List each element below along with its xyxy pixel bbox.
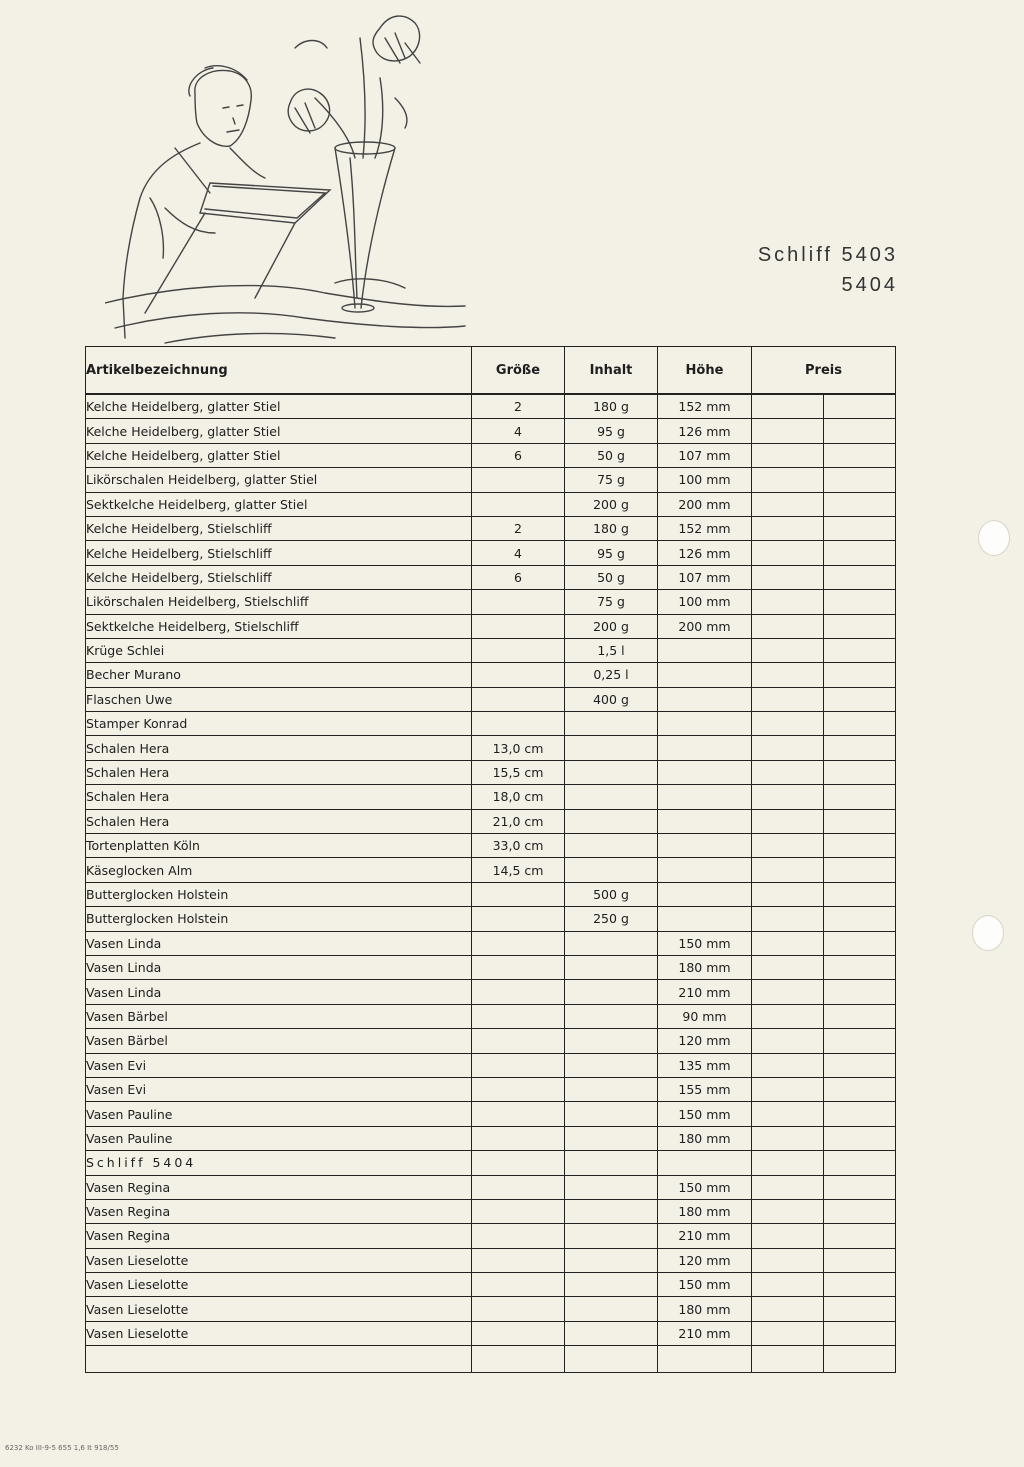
table-row: [86, 1004, 896, 1028]
size-cell: 13,0 cm: [472, 736, 565, 760]
price-cell: [824, 712, 896, 736]
item-name-cell: Butterglocken Holstein: [86, 907, 472, 931]
size-cell: 4: [472, 419, 565, 443]
table-row: [86, 907, 896, 931]
height-cell: 100 mm: [658, 468, 752, 492]
item-name-cell: Vasen Lieselotte: [86, 1321, 472, 1345]
height-cell: 150 mm: [658, 1102, 752, 1126]
content-cell: [565, 1248, 658, 1272]
table-row: [86, 955, 896, 979]
height-cell: 180 mm: [658, 1199, 752, 1223]
price-cell: [752, 882, 824, 906]
size-cell: [472, 663, 565, 687]
table-row: [86, 590, 896, 614]
price-cell: [752, 1199, 824, 1223]
price-cell: [824, 882, 896, 906]
price-cell: [752, 760, 824, 784]
height-cell: 200 mm: [658, 492, 752, 516]
content-cell: [565, 1297, 658, 1321]
column-header-price: Preis: [752, 347, 896, 395]
content-cell: 0,25 l: [565, 663, 658, 687]
content-cell: [565, 1199, 658, 1223]
price-list-table: [85, 346, 896, 1373]
size-cell: [472, 1224, 565, 1248]
price-cell: [752, 809, 824, 833]
item-name-cell: Sektkelche Heidelberg, glatter Stiel: [86, 492, 472, 516]
height-cell: [658, 1151, 752, 1175]
size-cell: 6: [472, 565, 565, 589]
price-cell: [824, 931, 896, 955]
table-header-row: [86, 347, 896, 395]
content-cell: 1,5 l: [565, 638, 658, 662]
size-cell: [472, 590, 565, 614]
size-cell: [472, 1297, 565, 1321]
content-cell: 75 g: [565, 468, 658, 492]
item-name-cell: Tortenplatten Köln: [86, 834, 472, 858]
table-row: [86, 1126, 896, 1150]
price-cell: [824, 1126, 896, 1150]
table-row: [86, 1029, 896, 1053]
punch-hole-top: [978, 520, 1010, 556]
price-cell: [824, 394, 896, 419]
height-cell: [658, 809, 752, 833]
content-cell: [565, 1273, 658, 1297]
price-cell: [824, 1175, 896, 1199]
item-name-cell: Butterglocken Holstein: [86, 882, 472, 906]
item-name-cell: Kelche Heidelberg, glatter Stiel: [86, 394, 472, 419]
item-name-cell: Schalen Hera: [86, 760, 472, 784]
size-cell: [472, 492, 565, 516]
item-name-cell: Vasen Evi: [86, 1053, 472, 1077]
item-name-cell: Käseglocken Alm: [86, 858, 472, 882]
item-name-cell: Sektkelche Heidelberg, Stielschliff: [86, 614, 472, 638]
column-header-content: Inhalt: [565, 347, 658, 395]
item-name-cell: Vasen Regina: [86, 1199, 472, 1223]
price-cell: [752, 614, 824, 638]
price-cell: [752, 785, 824, 809]
item-name-cell: Vasen Pauline: [86, 1102, 472, 1126]
item-name-cell: Schalen Hera: [86, 736, 472, 760]
height-cell: [658, 907, 752, 931]
item-name-cell: Vasen Linda: [86, 931, 472, 955]
price-cell: [824, 736, 896, 760]
item-name-cell: Kelche Heidelberg, Stielschliff: [86, 565, 472, 589]
item-name-cell: Vasen Regina: [86, 1175, 472, 1199]
price-cell: [752, 1077, 824, 1101]
height-cell: 126 mm: [658, 419, 752, 443]
price-cell: [824, 785, 896, 809]
price-cell: [824, 492, 896, 516]
price-cell: [824, 1004, 896, 1028]
table-row: [86, 492, 896, 516]
size-cell: [472, 1151, 565, 1175]
item-name-cell: Becher Murano: [86, 663, 472, 687]
boy-drawing-vase-illustration: [105, 8, 475, 360]
empty-cell: [824, 1346, 896, 1373]
size-cell: [472, 712, 565, 736]
price-cell: [824, 1273, 896, 1297]
size-cell: [472, 1102, 565, 1126]
price-cell: [752, 638, 824, 662]
height-cell: 180 mm: [658, 1297, 752, 1321]
item-name-cell: Kelche Heidelberg, glatter Stiel: [86, 419, 472, 443]
content-cell: [565, 1126, 658, 1150]
table-row: [86, 1151, 896, 1175]
price-cell: [824, 419, 896, 443]
item-name-cell: Vasen Lieselotte: [86, 1297, 472, 1321]
price-cell: [824, 663, 896, 687]
price-cell: [824, 687, 896, 711]
price-cell: [752, 980, 824, 1004]
content-cell: [565, 980, 658, 1004]
height-cell: [658, 882, 752, 906]
price-cell: [824, 809, 896, 833]
price-cell: [824, 1321, 896, 1345]
size-cell: [472, 1175, 565, 1199]
size-cell: [472, 687, 565, 711]
table-row: [86, 760, 896, 784]
price-cell: [824, 760, 896, 784]
height-cell: 150 mm: [658, 931, 752, 955]
content-cell: [565, 1224, 658, 1248]
height-cell: [658, 712, 752, 736]
height-cell: 152 mm: [658, 394, 752, 419]
price-cell: [752, 834, 824, 858]
table-row: [86, 931, 896, 955]
size-cell: 14,5 cm: [472, 858, 565, 882]
price-cell: [752, 907, 824, 931]
price-cell: [824, 1151, 896, 1175]
table-row: [86, 541, 896, 565]
content-cell: 400 g: [565, 687, 658, 711]
content-cell: 95 g: [565, 541, 658, 565]
price-cell: [824, 834, 896, 858]
price-cell: [752, 565, 824, 589]
price-cell: [752, 541, 824, 565]
item-name-cell: Vasen Regina: [86, 1224, 472, 1248]
price-cell: [824, 443, 896, 467]
item-name-cell: Vasen Bärbel: [86, 1004, 472, 1028]
size-cell: 21,0 cm: [472, 809, 565, 833]
height-cell: 100 mm: [658, 590, 752, 614]
price-cell: [824, 541, 896, 565]
item-name-cell: Vasen Linda: [86, 955, 472, 979]
price-cell: [824, 1029, 896, 1053]
price-cell: [824, 980, 896, 1004]
price-cell: [752, 712, 824, 736]
table-row: [86, 882, 896, 906]
content-cell: [565, 809, 658, 833]
size-cell: 33,0 cm: [472, 834, 565, 858]
size-cell: [472, 955, 565, 979]
content-cell: [565, 1077, 658, 1101]
size-cell: 2: [472, 394, 565, 419]
table-row: [86, 1077, 896, 1101]
height-cell: 150 mm: [658, 1175, 752, 1199]
height-cell: 150 mm: [658, 1273, 752, 1297]
height-cell: 107 mm: [658, 443, 752, 467]
item-name-cell: Kelche Heidelberg, Stielschliff: [86, 516, 472, 540]
height-cell: 120 mm: [658, 1248, 752, 1272]
height-cell: [658, 736, 752, 760]
price-cell: [752, 1151, 824, 1175]
price-cell: [752, 736, 824, 760]
item-name-cell: Vasen Lieselotte: [86, 1248, 472, 1272]
content-cell: [565, 1102, 658, 1126]
height-cell: 200 mm: [658, 614, 752, 638]
size-cell: [472, 980, 565, 1004]
section-label-cell: Schliff 5404: [86, 1151, 472, 1175]
item-name-cell: Schalen Hera: [86, 809, 472, 833]
content-cell: 180 g: [565, 516, 658, 540]
table-row: [86, 565, 896, 589]
content-cell: [565, 1321, 658, 1345]
price-cell: [824, 858, 896, 882]
price-cell: [752, 1102, 824, 1126]
height-cell: [658, 760, 752, 784]
table-row: [86, 419, 896, 443]
size-cell: [472, 1029, 565, 1053]
table-row: [86, 687, 896, 711]
content-cell: 95 g: [565, 419, 658, 443]
table-row: [86, 1224, 896, 1248]
height-cell: 210 mm: [658, 1321, 752, 1345]
column-header-name: Artikelbezeichnung: [86, 347, 472, 395]
table-row: [86, 1053, 896, 1077]
item-name-cell: Krüge Schlei: [86, 638, 472, 662]
height-cell: 155 mm: [658, 1077, 752, 1101]
content-cell: [565, 955, 658, 979]
price-cell: [824, 516, 896, 540]
size-cell: [472, 1273, 565, 1297]
item-name-cell: Vasen Bärbel: [86, 1029, 472, 1053]
price-cell: [752, 492, 824, 516]
empty-table-row: [86, 1346, 896, 1373]
cut-pattern-heading: [758, 240, 898, 300]
table-row: [86, 614, 896, 638]
size-cell: [472, 1077, 565, 1101]
price-cell: [824, 468, 896, 492]
price-cell: [752, 1321, 824, 1345]
content-cell: [565, 1029, 658, 1053]
content-cell: [565, 736, 658, 760]
print-code-footer: 6232 Ko III-9-5 655 1,6 It 918/55: [5, 1444, 119, 1452]
height-cell: 90 mm: [658, 1004, 752, 1028]
content-cell: 50 g: [565, 443, 658, 467]
price-cell: [824, 1077, 896, 1101]
table-row: [86, 468, 896, 492]
size-cell: [472, 1199, 565, 1223]
price-cell: [752, 443, 824, 467]
price-cell: [824, 955, 896, 979]
size-cell: 4: [472, 541, 565, 565]
table-row: [86, 1175, 896, 1199]
price-cell: [752, 1175, 824, 1199]
content-cell: 50 g: [565, 565, 658, 589]
size-cell: [472, 1321, 565, 1345]
height-cell: 126 mm: [658, 541, 752, 565]
table-row: [86, 1248, 896, 1272]
height-cell: 120 mm: [658, 1029, 752, 1053]
price-cell: [752, 468, 824, 492]
table-row: [86, 1297, 896, 1321]
price-cell: [752, 1297, 824, 1321]
size-cell: 15,5 cm: [472, 760, 565, 784]
height-cell: [658, 858, 752, 882]
content-cell: [565, 712, 658, 736]
size-cell: [472, 1004, 565, 1028]
price-cell: [752, 931, 824, 955]
price-cell: [824, 907, 896, 931]
price-cell: [824, 1248, 896, 1272]
height-cell: 180 mm: [658, 1126, 752, 1150]
height-cell: 180 mm: [658, 955, 752, 979]
size-cell: 18,0 cm: [472, 785, 565, 809]
size-cell: [472, 882, 565, 906]
height-cell: 107 mm: [658, 565, 752, 589]
empty-cell: [752, 1346, 824, 1373]
size-cell: 2: [472, 516, 565, 540]
empty-cell: [86, 1346, 472, 1373]
empty-cell: [472, 1346, 565, 1373]
price-cell: [824, 1199, 896, 1223]
content-cell: [565, 1053, 658, 1077]
column-header-height: Höhe: [658, 347, 752, 395]
table-row: [86, 712, 896, 736]
item-name-cell: Vasen Pauline: [86, 1126, 472, 1150]
price-cell: [752, 1053, 824, 1077]
size-cell: [472, 468, 565, 492]
table-row: [86, 663, 896, 687]
item-name-cell: Vasen Lieselotte: [86, 1273, 472, 1297]
height-cell: [658, 834, 752, 858]
item-name-cell: Schalen Hera: [86, 785, 472, 809]
height-cell: 210 mm: [658, 1224, 752, 1248]
price-cell: [752, 1004, 824, 1028]
table-row: [86, 1102, 896, 1126]
table-row: [86, 736, 896, 760]
table-row: [86, 638, 896, 662]
price-cell: [752, 955, 824, 979]
price-cell: [752, 1273, 824, 1297]
content-cell: [565, 834, 658, 858]
heading-line-2: 5404: [841, 274, 898, 296]
price-cell: [824, 1102, 896, 1126]
content-cell: 180 g: [565, 394, 658, 419]
empty-cell: [565, 1346, 658, 1373]
item-name-cell: Vasen Linda: [86, 980, 472, 1004]
price-cell: [824, 1297, 896, 1321]
price-cell: [752, 663, 824, 687]
content-cell: [565, 785, 658, 809]
price-cell: [824, 590, 896, 614]
price-cell: [752, 1248, 824, 1272]
table-row: [86, 516, 896, 540]
size-cell: [472, 614, 565, 638]
table-row: [86, 443, 896, 467]
size-cell: [472, 1053, 565, 1077]
empty-cell: [658, 1346, 752, 1373]
height-cell: 152 mm: [658, 516, 752, 540]
price-cell: [752, 590, 824, 614]
price-cell: [824, 1053, 896, 1077]
item-name-cell: Vasen Evi: [86, 1077, 472, 1101]
content-cell: 75 g: [565, 590, 658, 614]
heading-line-1: Schliff 5403: [757, 244, 898, 266]
item-name-cell: Likörschalen Heidelberg, Stielschliff: [86, 590, 472, 614]
price-cell: [752, 394, 824, 419]
table-body: [86, 394, 896, 1373]
height-cell: [658, 687, 752, 711]
size-cell: [472, 638, 565, 662]
size-cell: [472, 1126, 565, 1150]
height-cell: [658, 785, 752, 809]
table-row: [86, 1321, 896, 1345]
price-cell: [824, 638, 896, 662]
size-cell: [472, 931, 565, 955]
content-cell: [565, 1151, 658, 1175]
table-row: [86, 394, 896, 419]
table-row: [86, 858, 896, 882]
item-name-cell: Stamper Konrad: [86, 712, 472, 736]
price-cell: [824, 565, 896, 589]
item-name-cell: Kelche Heidelberg, glatter Stiel: [86, 443, 472, 467]
table-row: [86, 1199, 896, 1223]
content-cell: 250 g: [565, 907, 658, 931]
price-cell: [752, 687, 824, 711]
content-cell: 200 g: [565, 492, 658, 516]
item-name-cell: Kelche Heidelberg, Stielschliff: [86, 541, 472, 565]
height-cell: [658, 638, 752, 662]
content-cell: 500 g: [565, 882, 658, 906]
height-cell: 135 mm: [658, 1053, 752, 1077]
price-cell: [752, 419, 824, 443]
size-cell: 6: [472, 443, 565, 467]
content-cell: [565, 1004, 658, 1028]
content-cell: 200 g: [565, 614, 658, 638]
content-cell: [565, 760, 658, 784]
content-cell: [565, 931, 658, 955]
punch-hole-bottom: [972, 915, 1004, 951]
price-cell: [752, 1224, 824, 1248]
size-cell: [472, 1248, 565, 1272]
height-cell: 210 mm: [658, 980, 752, 1004]
price-cell: [752, 1029, 824, 1053]
price-cell: [752, 1126, 824, 1150]
table-row: [86, 1273, 896, 1297]
table-row: [86, 809, 896, 833]
price-cell: [752, 516, 824, 540]
item-name-cell: Likörschalen Heidelberg, glatter Stiel: [86, 468, 472, 492]
table-row: [86, 785, 896, 809]
price-cell: [752, 858, 824, 882]
size-cell: [472, 907, 565, 931]
content-cell: [565, 1175, 658, 1199]
table-row: [86, 980, 896, 1004]
price-cell: [824, 1224, 896, 1248]
item-name-cell: Flaschen Uwe: [86, 687, 472, 711]
column-header-size: Größe: [472, 347, 565, 395]
content-cell: [565, 858, 658, 882]
height-cell: [658, 663, 752, 687]
price-cell: [824, 614, 896, 638]
table-row: [86, 834, 896, 858]
